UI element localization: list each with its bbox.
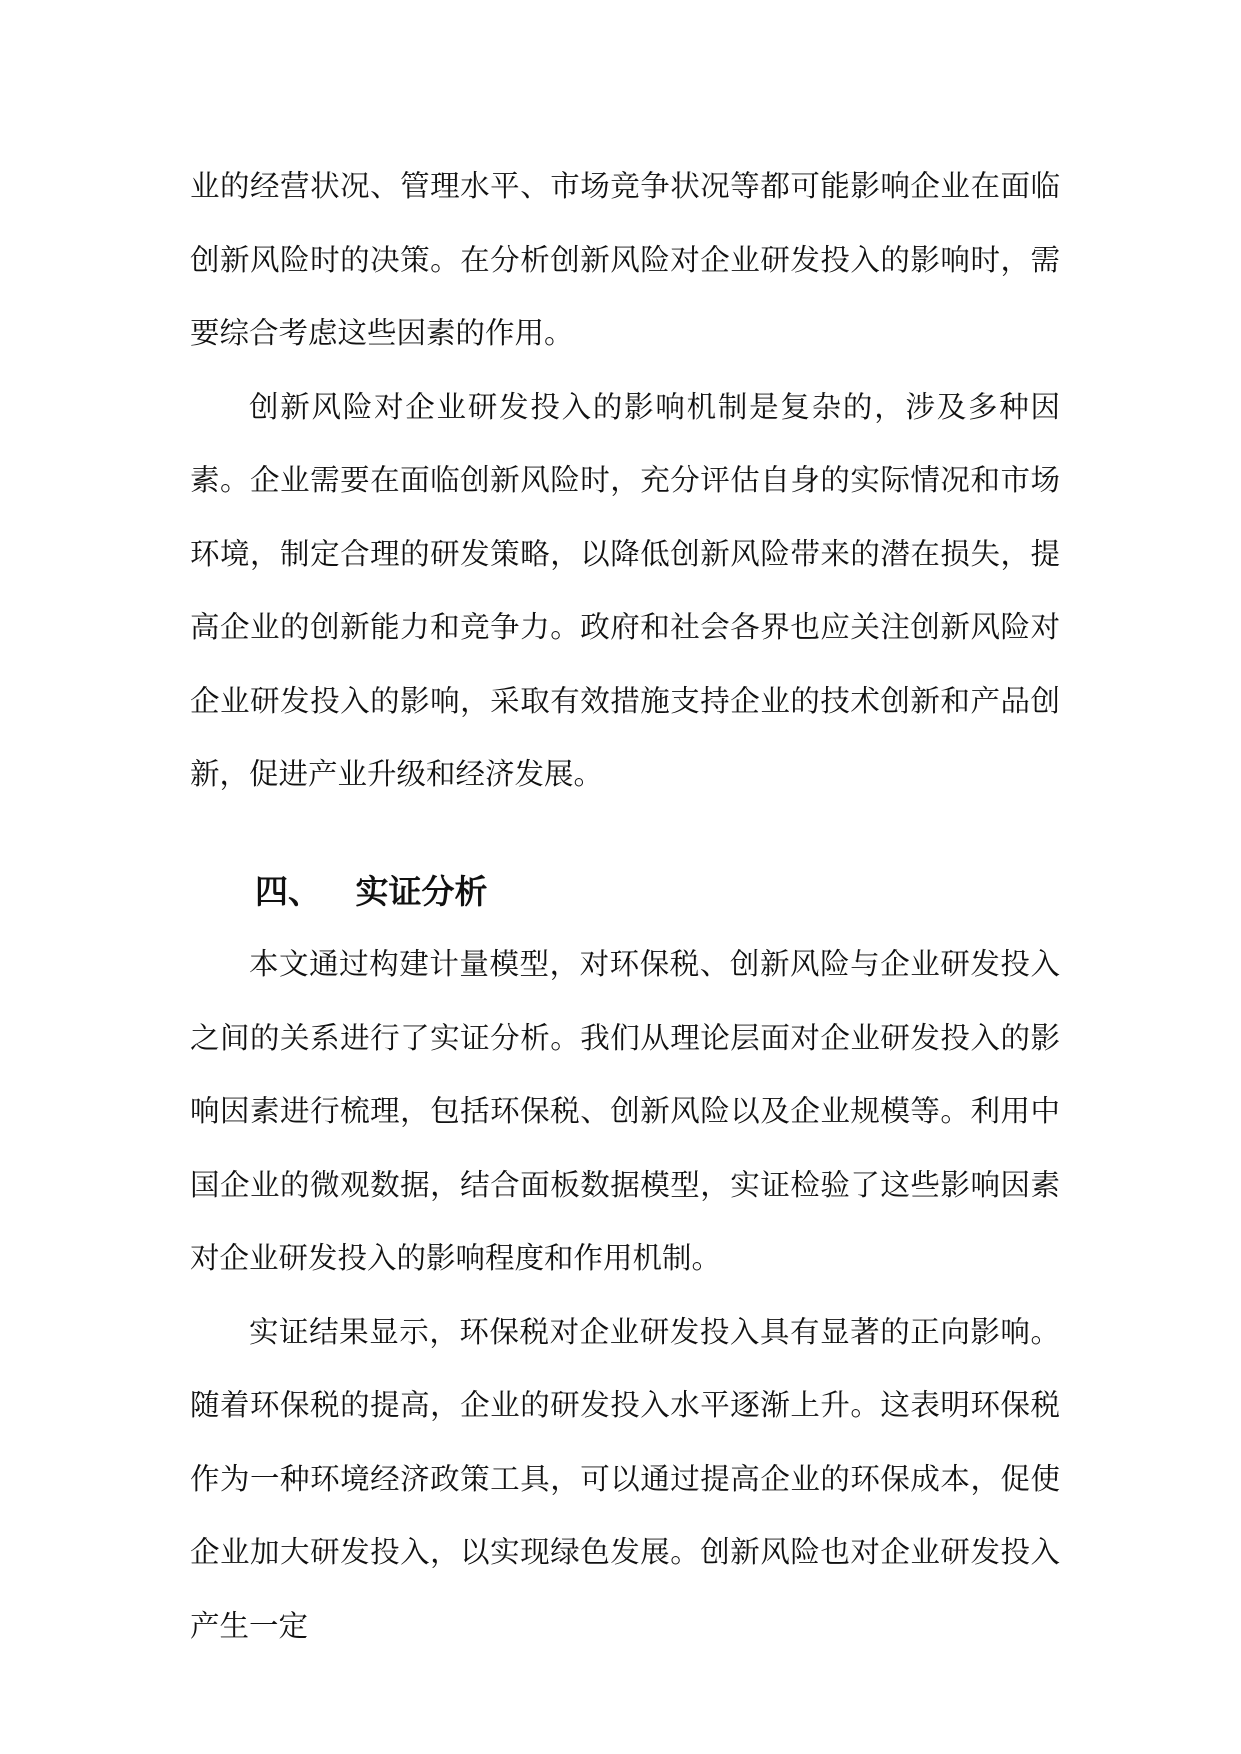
section-number: 四、 bbox=[255, 871, 321, 911]
section-title: 实证分析 bbox=[355, 871, 488, 911]
paragraph-model-intro: 本文通过构建计量模型，对环保税、创新风险与企业研发投入之间的关系进行了实证分析。我们从理论层面对企业研发投入的影响因素进行梳理，包括环保税、创新风险以及企业规模等。利用中国企业的微观数据，结合面板数据模型，实证检验了这些影响因素对企业研发投入的影响程度和作用机制。 bbox=[190, 947, 1060, 1275]
paragraph-empirical-results: 实证结果显示，环保税对企业研发投入具有显著的正向影响。随着环保税的提高，企业的研发投入水平逐渐上升。这表明环保税作为一种环境经济政策工具，可以通过提高企业的环保成本，促使企业加大研发投入，以实现绿色发展。创新风险也对企业研发投入产生一定 bbox=[190, 1314, 1060, 1643]
heading-spacer bbox=[190, 812, 1060, 855]
paragraph-continued: 业的经营状况、管理水平、市场竞争状况等都可能影响企业在面临创新风险时的决策。在分析创新风险对企业研发投入的影响时，需要综合考虑这些因素的作用。 bbox=[190, 169, 1060, 350]
section-heading bbox=[190, 855, 1060, 929]
paragraph-innovation-risk-mechanism: 创新风险对企业研发投入的影响机制是复杂的，涉及多种因素。企业需要在面临创新风险时，充分评估自身的实际情况和市场环境，制定合理的研发策略，以降低创新风险带来的潜在损失，提高企业的创新能力和竞争力。政府和社会各界也应关注创新风险对企业研发投入的影响，采取有效措施支持企业的技术创新和产品创新，促进产业升级和经济发展。 bbox=[190, 389, 1060, 791]
document-body bbox=[190, 150, 1060, 1663]
